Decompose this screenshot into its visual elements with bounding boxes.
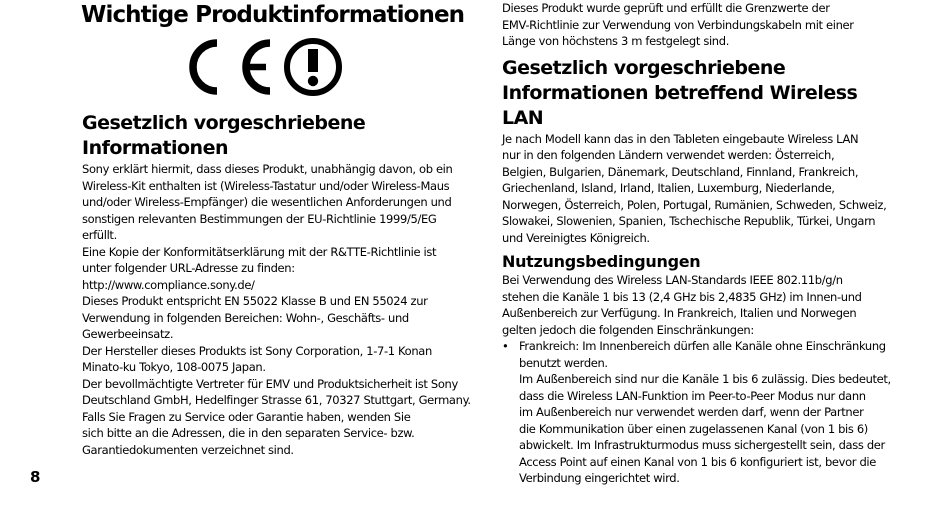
page-title: Wichtige Produktinformationen: [81, 2, 465, 28]
text-line: Verwendung in folgenden Bereichen: Wohn-, Geschäfts- und: [82, 310, 409, 325]
text-line: Deutschland GmbH, Hedelfinger Strasse 61, 70327 Stuttgart, Germany.: [82, 393, 471, 407]
list-item-france: [502, 338, 891, 487]
bullet-icon: •: [502, 339, 509, 353]
heading-line: Gesetzlich vorgeschriebene: [502, 56, 786, 79]
text-line: Eine Kopie der Konformitätserklärung mit der R&TTE-Richtlinie ist: [82, 244, 437, 259]
text-line: sich bitte an die Adressen, die in den separaten Service- bzw.: [82, 426, 415, 440]
text-line: Minato-ku Tokyo, 108-0075 Japan.: [82, 360, 266, 374]
subheading-usage: Nutzungsbedingungen: [502, 252, 701, 271]
text-line: Slowakei, Slowenien, Spanien, Tschechische Republik, Türkei, Ungarn: [502, 214, 876, 228]
text-line: Norwegen, Österreich, Polen, Portugal, Rumänien, Schweden, Schweiz,: [502, 197, 887, 212]
text-line: dass die Wireless LAN-Funktion im Peer-to-Peer Modus nur dann: [519, 388, 866, 403]
text-line: im Außenbereich nur verwendet werden darf, wenn der Partner: [519, 405, 864, 419]
text-line: sonstigen relevanten Bestimmungen der EU-Richtlinie 1999/5/EG: [82, 211, 437, 226]
text-line: Länge von höchstens 3 m festgelegt sind.: [502, 34, 730, 48]
text-line: Je nach Modell kann das in den Tableten eingebaute Wireless LAN: [502, 131, 859, 146]
text-line: gelten jedoch die folgenden Einschränkungen:: [502, 322, 754, 337]
text-line: Der Hersteller dieses Produkts ist Sony Corporation, 1-7-1 Konan: [82, 343, 432, 358]
text-line: Der bevollmächtigte Vertreter für EMV und Produktsicherheit ist Sony: [82, 376, 458, 391]
text-line: und/oder Wireless-Empfänger) die wesentlichen Anforderungen und: [82, 195, 452, 209]
text-line: die Kommunikation über einen zugelassenen Kanal (von 1 bis 6): [519, 421, 868, 436]
text-line: Access Point auf einen Kanal von 1 bis 6 konfiguriert ist, bevor die: [519, 454, 876, 469]
text-line: Falls Sie Fragen zu Service oder Garantie haben, wenden Sie: [82, 409, 411, 424]
text-line: Frankreich: Im Innenbereich dürfen alle Kanäle ohne Einschränkung: [519, 339, 886, 353]
text-line: abwickelt. Im Infrastrukturmodus muss sichergestellt sein, dass der: [519, 438, 885, 452]
alert-class-icon: [283, 37, 343, 97]
compliance-url: http://www.compliance.sony.de/: [82, 277, 255, 292]
wlan-countries-paragraph: [502, 131, 887, 247]
usage-paragraph: [502, 272, 874, 338]
text-line: Griechenland, Island, Irland, Italien, Luxemburg, Niederlande,: [502, 181, 835, 195]
text-line: Verbindung eingerichtet wird.: [519, 471, 680, 485]
section-heading-legal: [82, 111, 457, 161]
heading-line: Gesetzlich vorgeschriebene: [82, 112, 366, 134]
text-line: EMV-Richtlinie zur Verwendung von Verbindungskabeln mit einer: [502, 17, 854, 32]
text-line: Wireless-Kit enthalten ist (Wireless-Tastatur und/oder Wireless-Maus: [82, 178, 450, 193]
text-line: Außenbereich zur Verfügung. In Frankreich, Italien und Norwegen: [502, 306, 857, 320]
text-line: benutzt werden.: [519, 355, 608, 370]
heading-line: Informationen: [82, 137, 228, 159]
text-line: Im Außenbereich sind nur die Kanäle 1 bis 6 zulässig. Dies bedeutet,: [519, 372, 891, 386]
text-line: Gewerbeeinsatz.: [82, 327, 174, 341]
text-line: Bei Verwendung des Wireless LAN-Standards IEEE 802.11b/g/n: [502, 273, 843, 287]
text-line: Dieses Produkt wurde geprüft und erfüllt die Grenzwerte der: [502, 1, 830, 15]
text-line: Sony erklärt hiermit, dass dieses Produkt, unabhängig davon, ob ein: [82, 162, 453, 176]
text-line: nur in den folgenden Ländern verwendet werden: Österreich,: [502, 148, 835, 162]
emv-paragraph: [502, 0, 874, 50]
page-number: 8: [30, 468, 41, 486]
text-line: Dieses Produkt entspricht EN 55022 Klasse B und EN 55024 zur: [82, 294, 428, 308]
text-line: und Vereinigtes Königreich.: [502, 230, 650, 245]
left-column: [82, 111, 471, 458]
legal-paragraphs: [82, 161, 471, 458]
text-line: stehen die Kanäle 1 bis 13 (2,4 GHz bis 2,4835 GHz) im Innen-und: [502, 289, 862, 304]
text-line: Garantiedokumenten verzeichnet sind.: [82, 442, 294, 457]
text-line: erfüllt.: [82, 228, 117, 242]
text-line: unter folgender URL-Adresse zu finden:: [82, 261, 295, 275]
text-line: Belgien, Bulgarien, Dänemark, Deutschland, Finnland, Frankreich,: [502, 164, 859, 179]
section-heading-wlan: [502, 56, 874, 131]
heading-line: Informationen betreffend Wireless LAN: [502, 81, 858, 129]
right-column: [502, 0, 891, 487]
